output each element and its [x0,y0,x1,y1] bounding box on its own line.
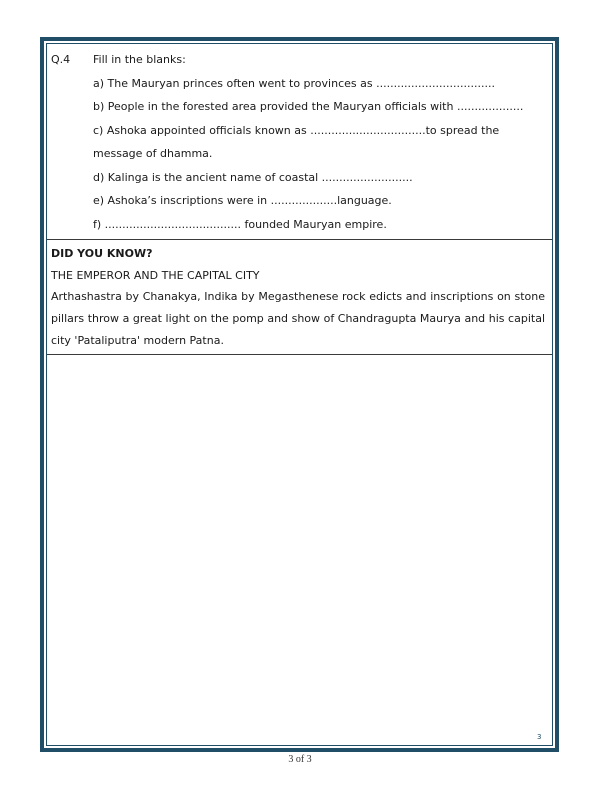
did-you-know-subheading: THE EMPEROR AND THE CAPITAL CITY [51,268,260,282]
blank-item-c: c) Ashoka appointed officials known as .................................to spread the message of dhamma. [93,123,500,160]
blank-item-b: b) People in the forested area provided the Mauryan officials with ................... [93,100,524,113]
did-you-know-section [47,240,552,355]
corner-page-mark: 3 [537,733,542,741]
blank-item-e: e) Ashoka’s inscriptions were in ...................language. [93,194,392,207]
page-number-footer: 3 of 3 [288,754,312,765]
blank-item-a: a) The Mauryan princes often went to provinces as .................................. [93,76,495,90]
blank-item-f: f) ....................................... founded Mauryan empire. [93,217,387,231]
question-4-header [51,48,545,72]
document-border-box [40,37,559,752]
did-you-know-paragraph: Arthashastra by Chanakya, Indika by Megasthenese rock edicts and inscriptions on stone pillars throw a great light on the pomp and show of Chandragupta Maurya and his capital city 'Pataliputra' modern Patna. [51,290,545,347]
question-title: Fill in the blanks: [93,53,186,66]
question-4-section [47,44,552,240]
fill-in-blanks-list [93,72,545,237]
question-number: Q.4 [51,53,71,66]
blank-item-d: d) Kalinga is the ancient name of coastal .......................... [93,170,413,184]
document-inner-border [46,43,553,746]
did-you-know-heading: DID YOU KNOW? [51,247,153,260]
empty-section [47,355,552,745]
